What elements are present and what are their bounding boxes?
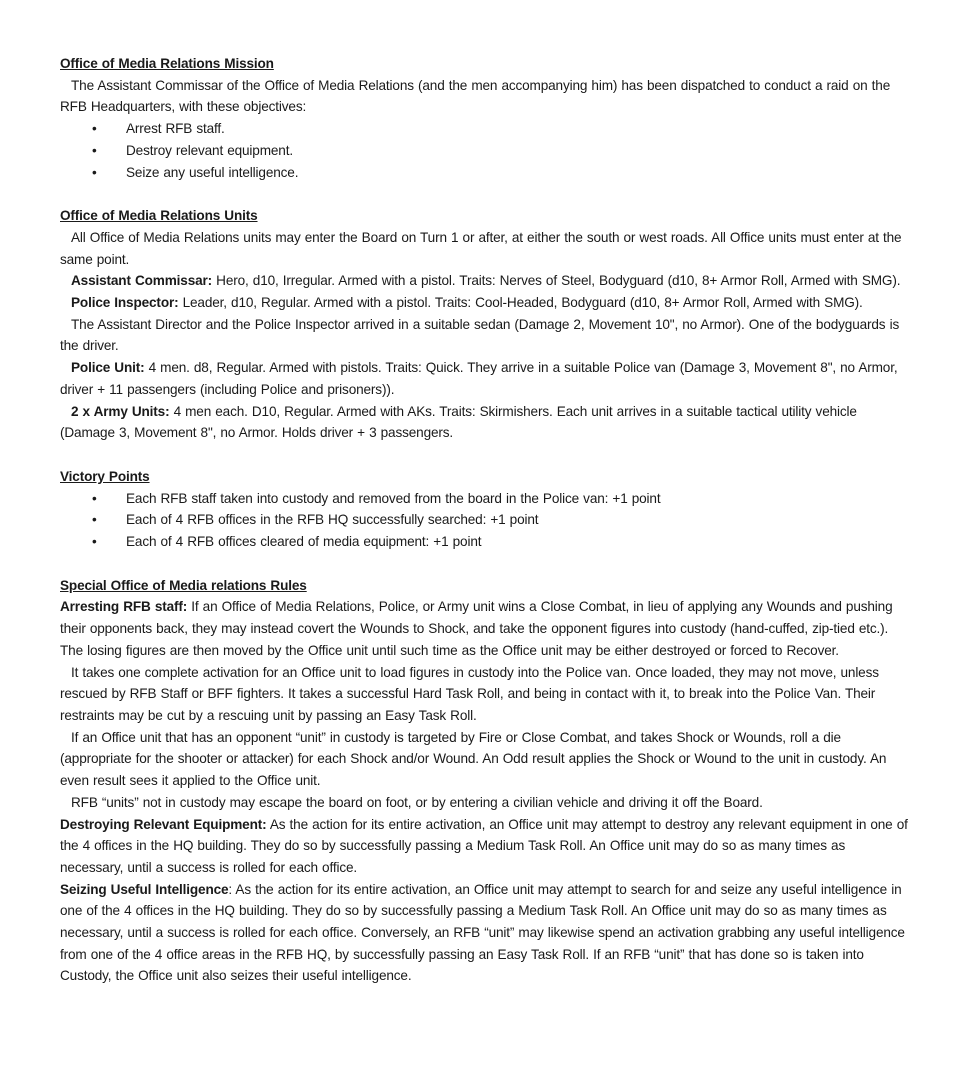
objective-item: • Seize any useful intelligence. <box>60 162 910 184</box>
objective-item: • Destroy relevant equipment. <box>60 140 910 162</box>
rule-targeted: If an Office unit that has an opponent “unit” in custody is targeted by Fire or Close Combat, and takes Shock or Wounds, roll a die (appropriate for the shooter or attacker) for each Shock and/or Wound. An Odd result applies the Shock or Wound to the unit in custody. An even result sees it applied to the Office unit. <box>60 729 887 789</box>
rule-text: As the action for its entire activation, an Office unit may attempt to destroy any relevant equipment in one of the 4 offices in the HQ building. They do so by successfully passing a Medium Task Roll. An Office unit may do so as many times as necessary, until a success is rolled for each office. <box>60 816 908 875</box>
unit-text: 4 men. d8, Regular. Armed with pistols. Traits: Quick. They arrive in a suitable Police van (Damage 3, Movement 8", no Armor, driver + 11 passengers (including Police and prisoners)). <box>60 360 898 397</box>
unit-label: Police Unit: <box>71 360 145 376</box>
unit-text: 4 men each. D10, Regular. Armed with AKs. Traits: Skirmishers. Each unit arrives in a suitable tactical utility vehicle (Damage 3, Movement 8", no Armor. Holds driver + 3 passengers. <box>60 403 857 441</box>
rule-label: Destroying Relevant Equipment: <box>60 816 267 832</box>
unit-text: Leader, d10, Regular. Armed with a pistol. Traits: Cool-Headed, Bodyguard (d10, 8+ Armor Roll, Armed with SMG). <box>178 295 863 311</box>
rule-text: : As the action for its entire activation, an Office unit may attempt to search for and seize any useful intelligence in one of the 4 offices in the HQ building. They do so by successfully passing a Medium Task Roll. An Office unit may do so as many times as necessary, until a success is rolled for each office. Conversely, an RFB “unit” may likewise spend an activation grabbing any useful intelligence from one of the 4 office areas in the RFB HQ, by successfully passing an Easy Task Roll. If an RFB “unit” that has done so is taken into Custody, the Office unit also seizes their useful intelligence. <box>60 881 905 984</box>
objectives-list <box>60 118 910 183</box>
unit-assistant-commissar <box>60 270 910 292</box>
sedan-note: The Assistant Director and the Police Inspector arrived in a suitable sedan (Damage 2, Movement 10", no Armor). One of the bodyguards is the driver. <box>60 316 900 354</box>
rule-loading: It takes one complete activation for an Office unit to load figures in custody into the Police van. Once loaded, they may not move, unless rescued by RFB Staff or BFF fighters. It takes a successful Hard Task Roll, and being in contact with it, to break into the Police Van. Their restraints may be cut by a rescuing unit by passing an Easy Task Roll. <box>60 664 879 723</box>
victory-section <box>60 466 910 553</box>
unit-label: 2 x Army Units: <box>71 403 170 419</box>
rules-heading: Special Office of Media relations Rules <box>60 577 307 593</box>
units-intro: All Office of Media Relations units may enter the Board on Turn 1 or after, at either the south or west roads. All Office units must enter at the same point. <box>60 229 902 267</box>
document-page <box>60 53 910 987</box>
unit-label: Police Inspector: <box>71 295 179 311</box>
victory-item: • Each RFB staff taken into custody and removed from the board in the Police van: +1 point <box>60 488 910 510</box>
unit-police-inspector <box>60 292 910 314</box>
rule-seizing <box>60 879 910 988</box>
rule-label: Seizing Useful Intelligence <box>60 881 229 897</box>
mission-intro: The Assistant Commissar of the Office of Media Relations (and the men accompanying him) has been dispatched to conduct a raid on the RFB Headquarters, with these objectives: <box>60 77 891 115</box>
mission-heading: Office of Media Relations Mission <box>60 56 274 71</box>
victory-item: • Each of 4 RFB offices cleared of media equipment: +1 point <box>60 531 910 553</box>
unit-label: Assistant Commissar: <box>71 273 213 289</box>
rule-destroying <box>60 814 910 879</box>
victory-item: • Each of 4 RFB offices in the RFB HQ successfully searched: +1 point <box>60 509 910 531</box>
mission-section <box>60 53 910 183</box>
units-section <box>60 205 910 444</box>
units-heading: Office of Media Relations Units <box>60 208 258 224</box>
unit-text: Hero, d10, Irregular. Armed with a pistol. Traits: Nerves of Steel, Bodyguard (d10, 8+ Armor Roll, Armed with SMG). <box>212 273 901 289</box>
unit-police <box>60 357 910 400</box>
rule-arresting <box>60 596 910 661</box>
rule-escape: RFB “units” not in custody may escape the board on foot, or by entering a civilian vehicle and driving it off the Board. <box>71 794 763 810</box>
rule-label: Arresting RFB staff: <box>60 599 188 615</box>
unit-army <box>60 401 910 444</box>
rule-text: If an Office of Media Relations, Police, or Army unit wins a Close Combat, in lieu of applying any Wounds and pushing their opponents back, they may instead covert the Wounds to Shock, and take the opponent figures into custody (hand-cuffed, zip-tied etc.). The losing figures are then moved by the Office unit until such time as the Office unit may be either destroyed or forced to Recover. <box>60 599 893 658</box>
victory-heading: Victory Points <box>60 468 150 484</box>
objective-item: • Arrest RFB staff. <box>60 118 910 140</box>
rules-section <box>60 575 910 987</box>
victory-list <box>60 488 910 553</box>
